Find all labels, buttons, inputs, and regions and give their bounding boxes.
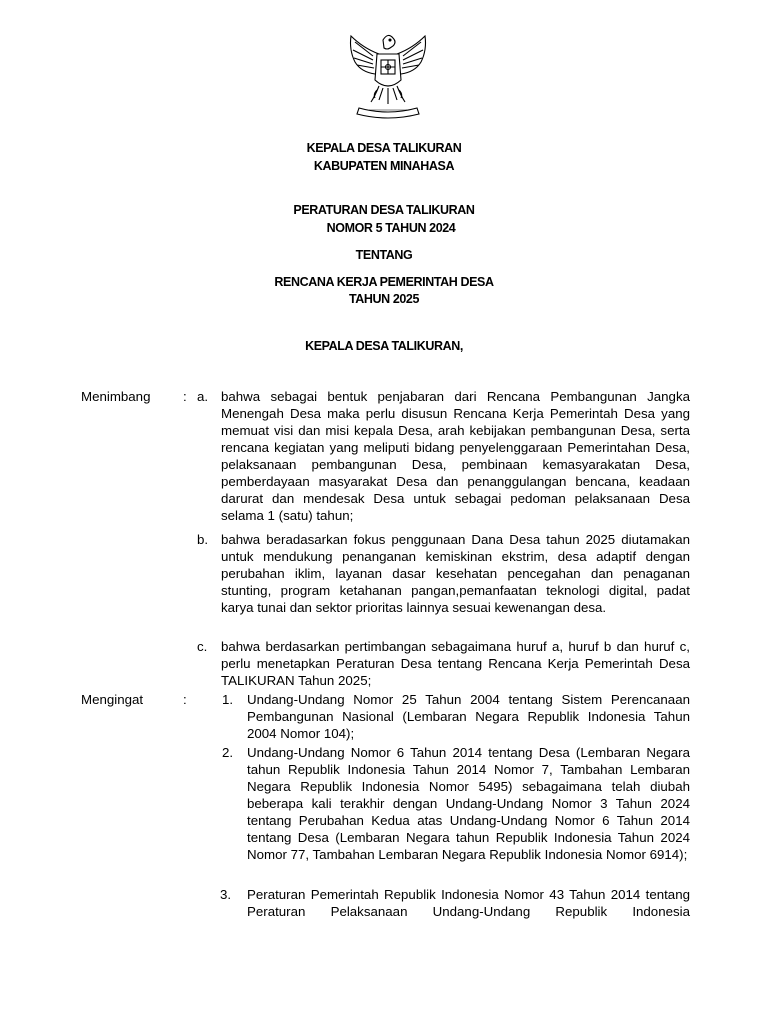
regulation-title: PERATURAN DESA TALIKURAN (293, 203, 475, 217)
issuer-regency: KABUPATEN MINAHASA (313, 159, 455, 173)
menimbang-mark-b: b. (197, 532, 209, 547)
issuer-title: KEPALA DESA TALIKURAN (306, 141, 462, 155)
mengingat-mark-2: 2. (222, 745, 234, 760)
mengingat-colon: : (183, 692, 187, 707)
regulation-subject: RENCANA KERJA PEMERINTAH DESA (274, 275, 494, 289)
menimbang-mark-c: c. (197, 639, 208, 654)
mengingat-item-1: Undang-Undang Nomor 25 Tahun 2004 tentang Sistem Perencanaan Pembangunan Nasional (Lembaran Negara Republik Indonesia Tahun 2004 Nomor 104); (247, 692, 690, 741)
menimbang-mark-a: a. (197, 389, 209, 404)
regulation-year: TAHUN 2025 (348, 292, 420, 306)
issuer-salutation: KEPALA DESA TALIKURAN, (305, 339, 463, 353)
garuda-emblem-icon (343, 30, 433, 122)
menimbang-item-c: bahwa berdasarkan pertimbangan sebagaimana huruf a, huruf b dan huruf c, perlu menetapkan Peraturan Desa tentang Rencana Kerja Pemerintah Desa TALIKURAN Tahun 2025; (221, 639, 690, 688)
menimbang-item-b: bahwa beradasarkan fokus penggunaan Dana Desa tahun 2025 diutamakan untuk mendukung penanganan kemiskinan ekstrim, desa adaptif dengan perubahan iklim, layanan dasar kesehatan pencegahan dan penaganan stunting, program ketahanan pangan,pemanfaatan teknologi digital, padat karya tunai dan sektor prioritas lainnya sesuai kewenangan desa. (221, 532, 690, 615)
about-heading: TENTANG (355, 248, 413, 262)
regulation-number: NOMOR 5 TAHUN 2024 (326, 221, 456, 235)
menimbang-colon: : (183, 389, 187, 404)
mengingat-mark-3: 3. (220, 887, 232, 902)
mengingat-label: Mengingat (81, 692, 144, 707)
mengingat-item-2: Undang-Undang Nomor 6 Tahun 2014 tentang Desa (Lembaran Negara tahun Republik Indonesia Tahun 2014 Nomor 7, Tambahan Lembaran Negara Republik Indonesia Nomor 5495) sebagaimana telah diubah beberapa kali terakhir dengan Undang-Undang Nomor 3 Tahun 2024 tentang Perubahan Kedua atas Undang-Undang Nomor 6 Tahun 2014 tentang Desa (Lembaran Negara tahun Republik Indonesia Tahun 2024 Nomor 77, Tambahan Lembaran Negara Republik Indonesia Nomor 6914); (247, 745, 690, 862)
mengingat-mark-1: 1. (222, 692, 234, 707)
menimbang-item-a: bahwa sebagai bentuk penjabaran dari Rencana Pembangunan Jangka Menengah Desa maka perlu disusun Rencana Kerja Pemerintah Desa yang memuat visi dan misi kepala Desa, arah kebijakan pembangunan Desa, serta rencana kegiatan yang meliputi bidang penyelenggaraan Pemerintahan Desa, pelaksanaan pembangunan Desa, pembinaan kemasyarakatan Desa, pemberdayaan masyarakat Desa dan penanggulangan bencana, keadaan darurat dan mendesak Desa untuk sebagai pedoman pelaksanaan Desa selama 1 (satu) tahun; (221, 389, 690, 523)
mengingat-item-3: Peraturan Pemerintah Republik Indonesia Nomor 43 Tahun 2014 tentang Peraturan Pelaksanaan Undang-Undang Republik Indonesia (247, 887, 690, 919)
menimbang-label: Menimbang (81, 389, 151, 404)
